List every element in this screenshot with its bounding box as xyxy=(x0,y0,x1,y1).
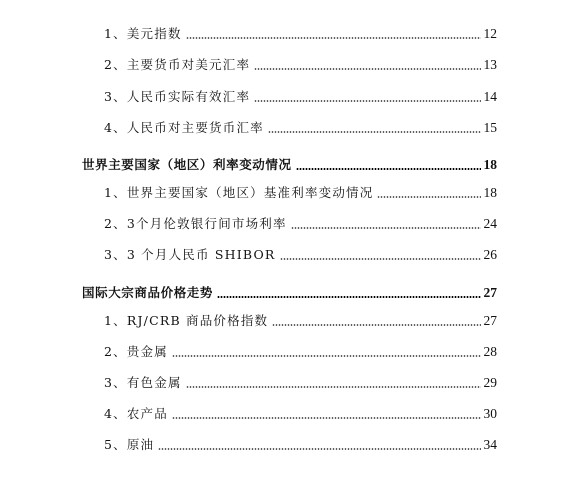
toc-page-number: 34 xyxy=(483,437,497,452)
toc-page-number: 27 xyxy=(483,313,497,328)
toc-entry-nonferrous-metals[interactable] xyxy=(104,371,497,391)
toc-page-number: 15 xyxy=(483,120,497,135)
toc-page-number: 28 xyxy=(483,344,497,359)
toc-entry-label: 3、3 个月人民币 SHIBOR xyxy=(104,247,276,262)
toc-entry-label: 4、农产品 xyxy=(104,406,168,421)
toc-entry-rmb-real-effective-rate[interactable] xyxy=(104,85,497,105)
toc-entry-label: 5、原油 xyxy=(104,437,155,452)
toc-entry-rj-crb-index[interactable] xyxy=(104,309,497,329)
toc-section-commodities[interactable] xyxy=(82,281,497,301)
toc-page-number: 30 xyxy=(483,406,497,421)
toc-entry-label: 3、有色金属 xyxy=(104,375,182,390)
toc-page-number: 12 xyxy=(483,26,497,41)
dot-leader xyxy=(158,448,481,450)
dot-leader xyxy=(268,131,481,133)
toc-entry-label: 2、贵金属 xyxy=(104,344,168,359)
toc-entry-label: 1、世界主要国家（地区）基准利率变动情况 xyxy=(104,185,374,200)
toc-entry-precious-metals[interactable] xyxy=(104,340,497,360)
dot-leader xyxy=(272,324,481,326)
dot-leader xyxy=(296,168,481,170)
toc-page-number: 18 xyxy=(483,185,497,200)
dot-leader xyxy=(172,417,481,419)
toc-entry-label: 1、RJ/CRB 商品价格指数 xyxy=(104,313,269,328)
toc-entry-crude-oil[interactable] xyxy=(104,433,497,453)
toc-entry-benchmark-rates[interactable] xyxy=(104,181,497,201)
toc-section-interest-rates[interactable] xyxy=(82,153,497,173)
toc-section-label: 世界主要国家（地区）利率变动情况 xyxy=(82,157,292,172)
toc-section-label: 国际大宗商品价格走势 xyxy=(82,285,214,300)
toc-entry-label: 1、美元指数 xyxy=(104,26,182,41)
dot-leader xyxy=(280,258,481,260)
dot-leader xyxy=(254,100,481,102)
toc-entry-label: 4、人民币对主要货币汇率 xyxy=(104,120,264,135)
toc-page-number: 13 xyxy=(483,57,497,72)
toc-entry-label: 3、人民币实际有效汇率 xyxy=(104,89,251,104)
toc-entry-dollar-index[interactable] xyxy=(104,22,497,42)
toc-entry-libor-3m[interactable] xyxy=(104,212,497,232)
toc-entry-label: 2、3个月伦敦银行间市场利率 xyxy=(104,216,287,231)
toc-entry-label: 2、主要货币对美元汇率 xyxy=(104,57,251,72)
toc-page-number: 24 xyxy=(483,216,497,231)
dot-leader xyxy=(217,296,481,298)
toc-page-number: 18 xyxy=(483,157,497,172)
toc-page-number: 29 xyxy=(483,375,497,390)
dot-leader xyxy=(254,68,481,70)
dot-leader xyxy=(186,386,481,388)
toc-page-number: 14 xyxy=(483,89,497,104)
toc-entry-rmb-vs-major-currencies[interactable] xyxy=(104,116,497,136)
dot-leader xyxy=(377,196,481,198)
toc-entry-shibor-3m[interactable] xyxy=(104,243,497,263)
toc-page-number: 26 xyxy=(483,247,497,262)
dot-leader xyxy=(291,227,481,229)
dot-leader xyxy=(172,355,481,357)
toc-page-number: 27 xyxy=(483,285,497,300)
dot-leader xyxy=(186,37,481,39)
toc-entry-agricultural-products[interactable] xyxy=(104,402,497,422)
toc-entry-major-currencies-vs-usd[interactable] xyxy=(104,53,497,73)
